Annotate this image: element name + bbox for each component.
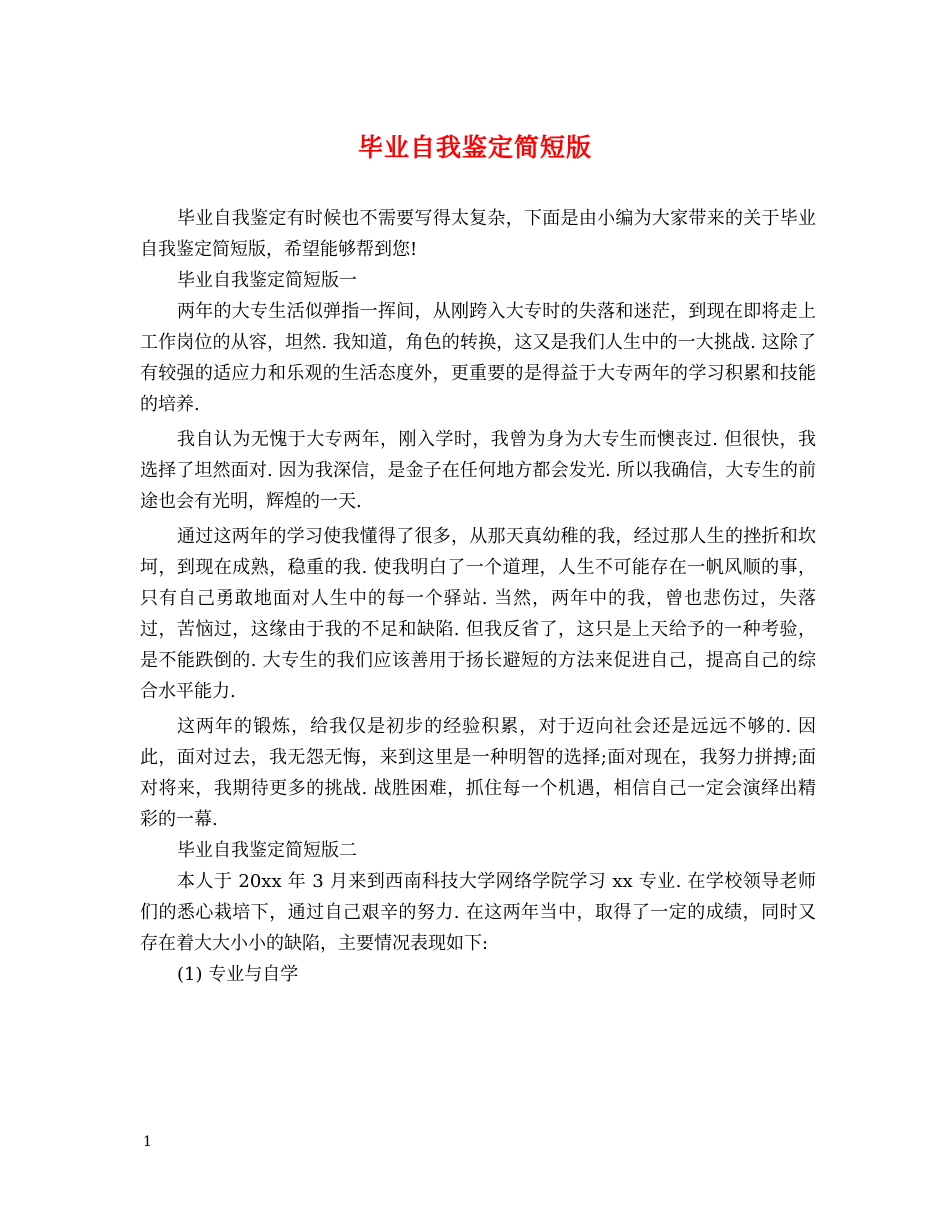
paragraph-intro: 毕业自我鉴定有时候也不需要写得太复杂，下面是由小编为大家带来的关于毕业自我鉴定简短版，希望能够帮到您! — [140, 208, 816, 260]
list-item-heading: (1) 专业与自学 — [177, 964, 299, 985]
section-heading-2: 毕业自我鉴定简短版二 — [177, 840, 357, 861]
paragraph: 两年的大专生活似弹指一挥间，从刚跨入大专时的失落和迷茫，到现在即将走上工作岗位的从容，坦然. 我知道，角色的转换，这又是我们人生中的一大挑战. 这除了有较强的适应力和乐观的生活态度外，更重要的是得益于大专两年的学习积累和技能的培养. — [140, 301, 816, 415]
document-title: 毕业自我鉴定简短版 — [357, 133, 592, 162]
section-heading-1: 毕业自我鉴定简短版一 — [177, 270, 357, 291]
paragraph: 本人于 20xx 年 3 月来到西南科技大学网络学院学习 xx 专业. 在学校领导老师们的悉心栽培下，通过自己艰辛的努力. 在这两年当中，取得了一定的成绩，同时又存在着大大小小的缺陷，主要情况表现如下: — [140, 871, 816, 954]
page-number: 1 — [143, 1134, 152, 1150]
paragraph: 通过这两年的学习使我懂得了很多，从那天真幼稚的我，经过那人生的挫折和坎坷，到现在成熟，稳重的我. 使我明白了一个道理，人生不可能存在一帆风顺的事，只有自己勇敢地面对人生中的每一个驿站. 当然，两年中的我，曾也悲伤过，失落过，苦恼过，这缘由于我的不足和缺陷. 但我反省了，这只是上天给予的一种考验，是不能跌倒的. 大专生的我们应该善用于扬长避短的方法来促进自己，提高自己的综合水平能力. — [140, 526, 816, 702]
paragraph: 我自认为无愧于大专两年，刚入学时，我曾为身为大专生而懊丧过. 但很快，我选择了坦然面对. 因为我深信，是金子在任何地方都会发光. 所以我确信，大专生的前途也会有光明，辉煌的一天. — [140, 429, 816, 512]
document-body — [140, 203, 816, 990]
paragraph: 这两年的锻炼，给我仅是初步的经验积累，对于迈向社会还是远远不够的. 因此，面对过去，我无怨无悔，来到这里是一种明智的选择;面对现在，我努力拼搏;面对将来，我期待更多的挑战. 战胜困难，抓住每一个机遇，相信自己一定会演绎出精彩的一幕. — [140, 716, 817, 830]
